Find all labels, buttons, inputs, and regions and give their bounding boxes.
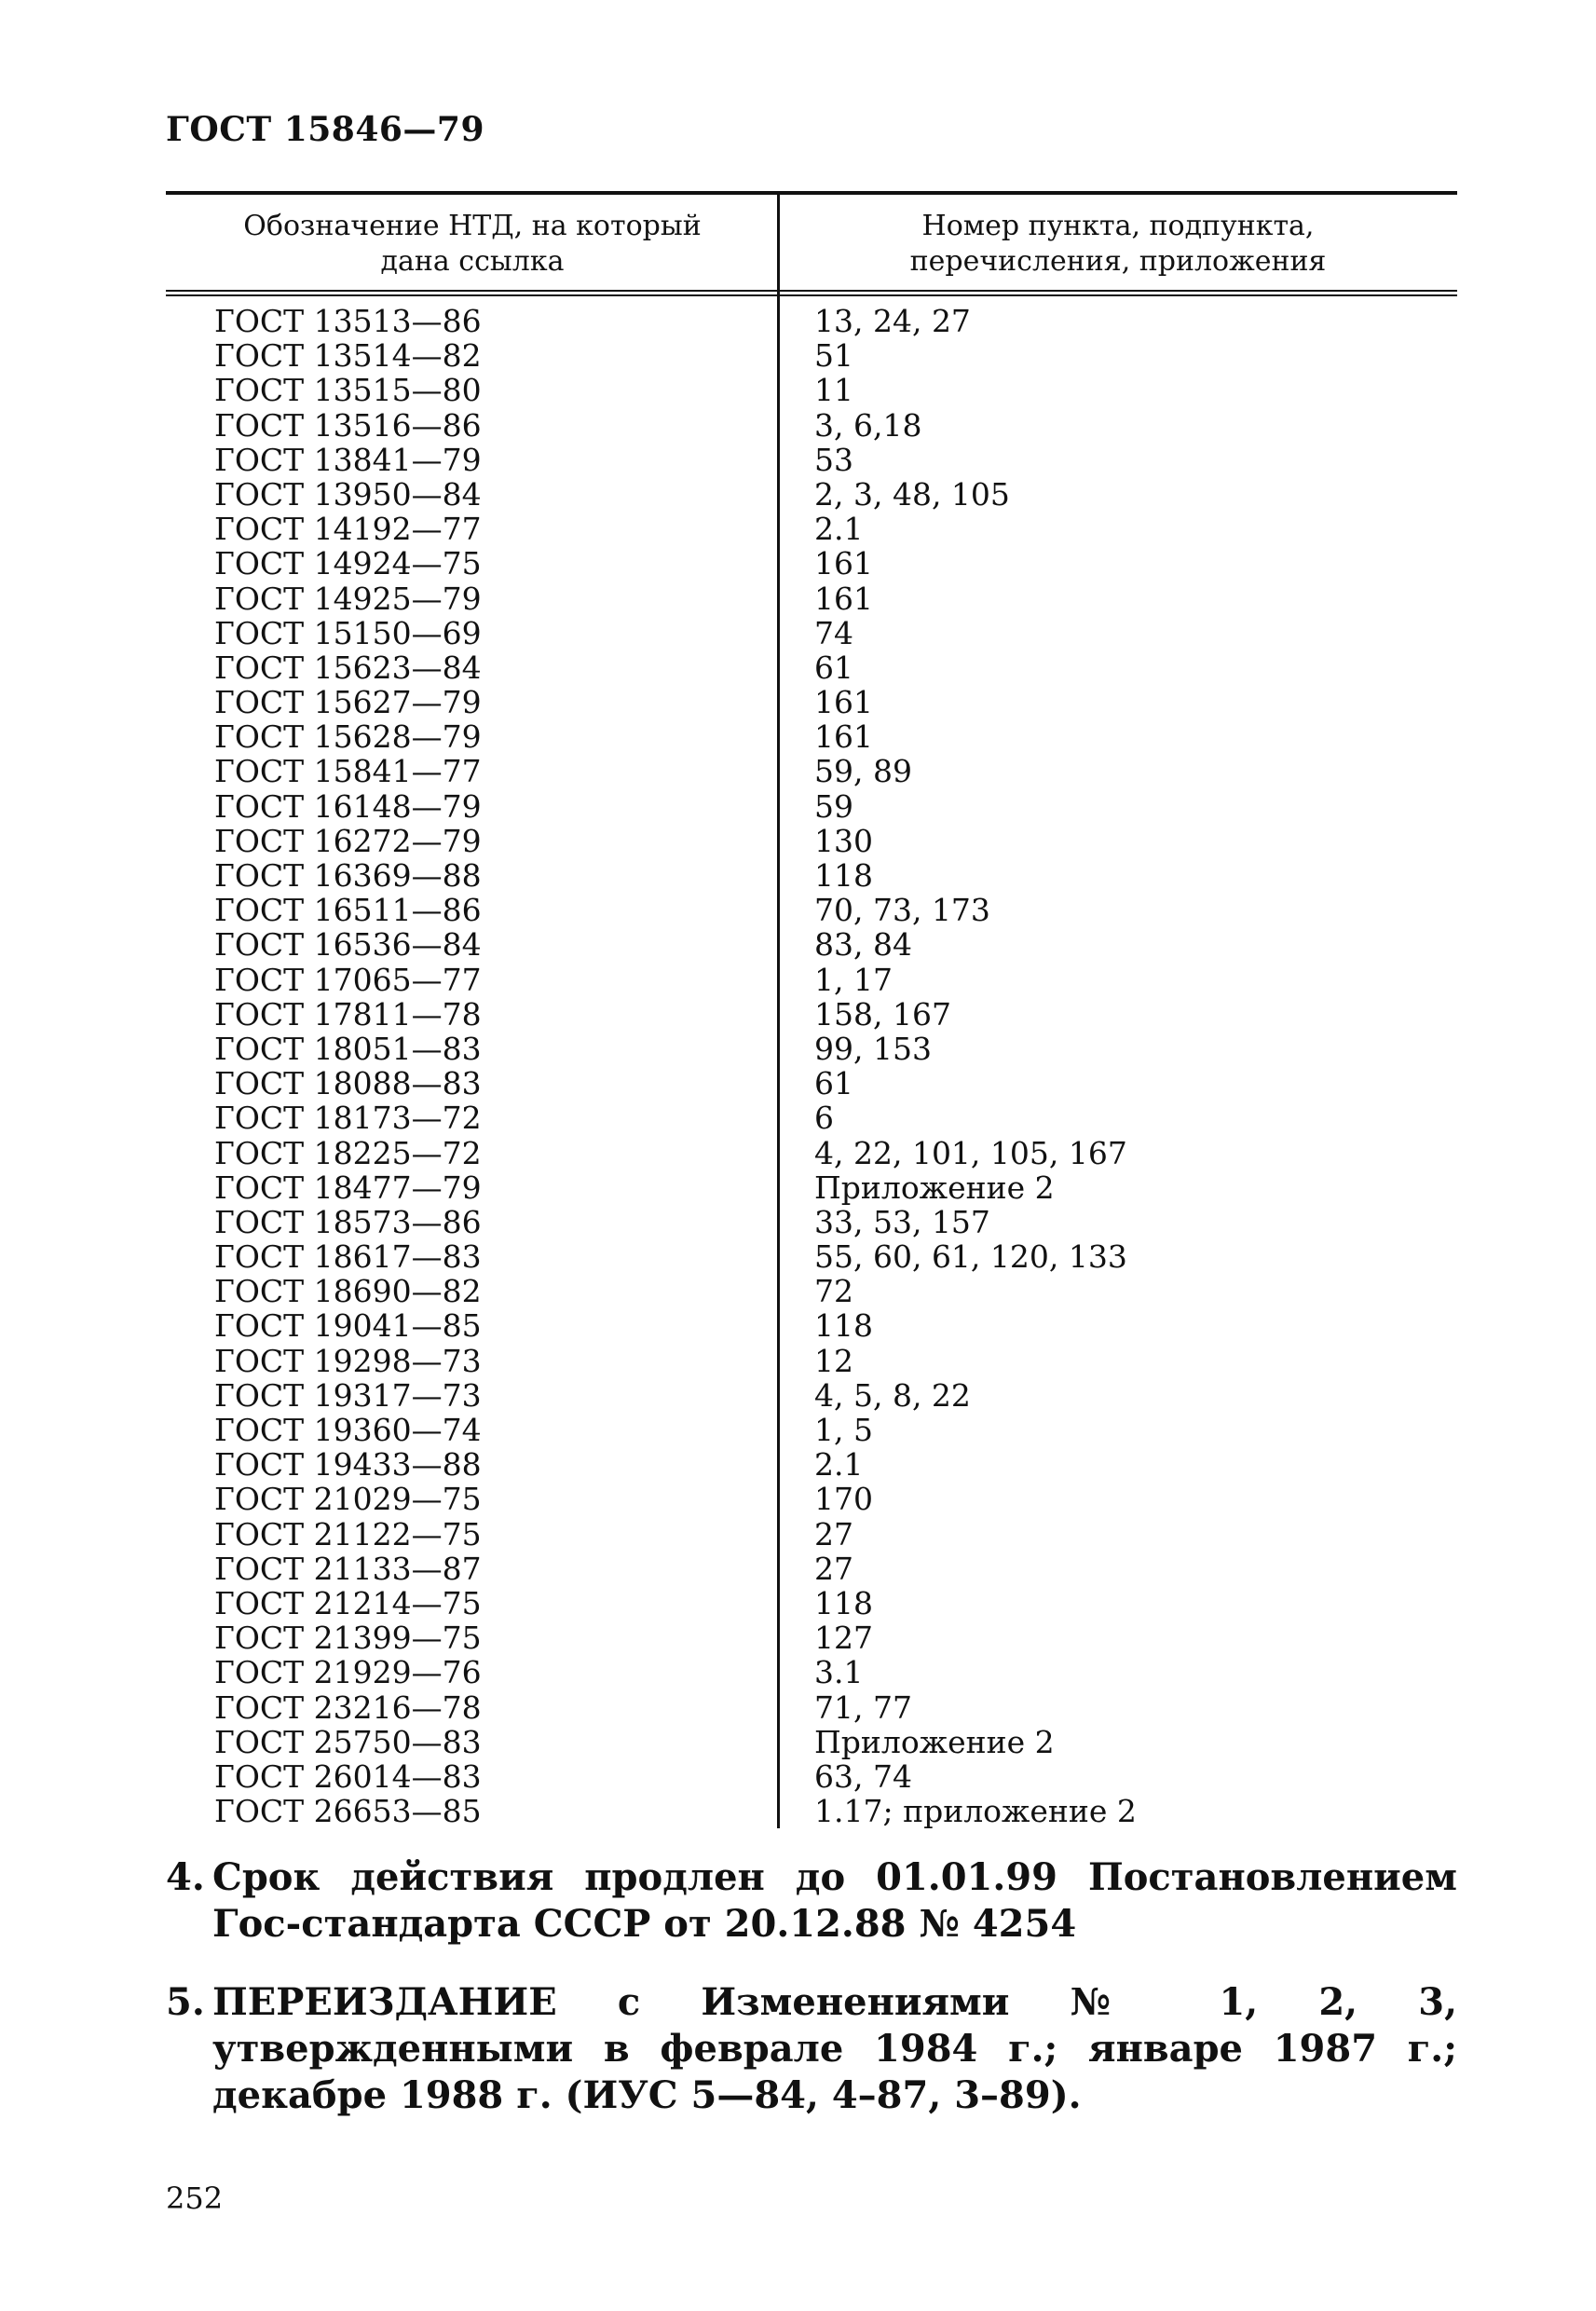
table-cell-document: ГОСТ 13515—80	[214, 372, 482, 409]
table-cell-clause: 161	[814, 580, 873, 617]
table-cell-document: ГОСТ 13516—86	[214, 406, 482, 444]
table-cell-clause: 72	[814, 1273, 853, 1310]
table-cell-document: ГОСТ 15150—69	[214, 614, 482, 651]
table-cell-clause: 53	[814, 441, 853, 478]
table-cell-document: ГОСТ 14192—77	[214, 511, 482, 548]
note-text: ПЕРЕИЗДАНИЕ с Изменениями № 1, 2, 3, утвержденными в феврале 1984 г.; январе 1987 г.; декабре 1988 г. (ИУС 5—84, 4–87, 3–89).	[212, 1980, 1457, 2117]
table-cell-document: ГОСТ 15623—84	[214, 649, 482, 686]
table-cell-document: ГОСТ 21399—75	[214, 1620, 482, 1657]
table-cell-document: ГОСТ 19433—88	[214, 1446, 482, 1484]
document-column	[166, 304, 779, 1828]
table-cell-document: ГОСТ 14925—79	[214, 580, 482, 617]
table-cell-clause: 59	[814, 787, 853, 825]
table-cell-document: ГОСТ 25750—83	[214, 1723, 482, 1760]
table-cell-clause: 51	[814, 337, 853, 375]
table-cell-clause: 161	[814, 545, 873, 582]
table-cell-clause: 2.1	[814, 511, 864, 548]
table-cell-document: ГОСТ 23216—78	[214, 1689, 482, 1726]
table-header-double-rule	[166, 290, 1457, 296]
table-cell-document: ГОСТ 15628—79	[214, 718, 482, 756]
table-cell-clause: 118	[814, 1307, 873, 1345]
table-cell-clause: 118	[814, 857, 873, 894]
table-cell-clause: 55, 60, 61, 120, 133	[814, 1238, 1127, 1276]
table-cell-clause: 99, 153	[814, 1030, 932, 1067]
column-divider	[777, 191, 780, 1828]
table-cell-clause: 27	[814, 1550, 853, 1587]
table-cell-clause: 127	[814, 1620, 873, 1657]
column-header-document-line-1: Обозначение НТД, на который	[243, 210, 702, 242]
table-cell-document: ГОСТ 16369—88	[214, 857, 482, 894]
table-cell-document: ГОСТ 17065—77	[214, 961, 482, 998]
table-cell-clause: 161	[814, 718, 873, 756]
table-cell-document: ГОСТ 17811—78	[214, 995, 482, 1032]
table-cell-clause: 1, 5	[814, 1412, 873, 1448]
column-header-clause	[779, 195, 1457, 290]
notes-section	[166, 1854, 1457, 2151]
table-cell-document: ГОСТ 13514—82	[214, 337, 482, 375]
column-header-clause-line-1: Номер пункта, подпункта,	[921, 210, 1315, 242]
table-cell-document: ГОСТ 18088—83	[214, 1065, 482, 1102]
table-cell-document: ГОСТ 21214—75	[214, 1584, 482, 1621]
table-cell-clause: 63, 74	[814, 1757, 912, 1795]
table-cell-clause: 33, 53, 157	[814, 1203, 990, 1240]
table-header	[166, 195, 1457, 290]
table-cell-clause: 11	[814, 372, 853, 409]
table-cell-clause: 170	[814, 1481, 873, 1518]
table-cell-document: ГОСТ 19317—73	[214, 1376, 482, 1414]
table-cell-clause: 61	[814, 649, 853, 686]
table-cell-document: ГОСТ 18173—72	[214, 1100, 482, 1137]
table-cell-clause: 27	[814, 1515, 853, 1552]
table-cell-clause: 1, 17	[814, 961, 893, 998]
table-cell-clause: 59, 89	[814, 753, 912, 790]
table-cell-document: ГОСТ 16536—84	[214, 926, 482, 964]
table-cell-document: ГОСТ 13513—86	[214, 303, 482, 339]
table-cell-clause: 61	[814, 1065, 853, 1102]
table-cell-document: ГОСТ 19298—73	[214, 1342, 482, 1379]
reference-table	[166, 191, 1457, 1828]
table-cell-clause: 2.1	[814, 1446, 864, 1484]
table-cell-document: ГОСТ 18690—82	[214, 1273, 482, 1310]
table-cell-document: ГОСТ 18477—79	[214, 1169, 482, 1206]
table-body	[166, 296, 1457, 1828]
table-cell-document: ГОСТ 16511—86	[214, 892, 482, 929]
table-cell-clause: 158, 167	[814, 995, 951, 1032]
table-cell-clause: 6	[814, 1100, 834, 1137]
table-cell-clause: 118	[814, 1584, 873, 1621]
table-cell-clause: 83, 84	[814, 926, 912, 964]
table-cell-document: ГОСТ 21929—76	[214, 1654, 482, 1691]
table-cell-clause: Приложение 2	[814, 1169, 1055, 1206]
column-header-clause-line-2: перечисления, приложения	[909, 245, 1327, 278]
table-cell-clause: 130	[814, 822, 873, 859]
table-cell-clause: 2, 3, 48, 105	[814, 475, 1010, 513]
table-cell-clause: 70, 73, 173	[814, 892, 990, 929]
clause-column	[779, 304, 1457, 1828]
note-item	[166, 1854, 1457, 1948]
table-cell-document: ГОСТ 21133—87	[214, 1550, 482, 1587]
note-item	[166, 1979, 1457, 2119]
note-number: 4.	[166, 1855, 205, 1899]
table-cell-clause: 71, 77	[814, 1689, 912, 1726]
table-cell-document: ГОСТ 19360—74	[214, 1412, 482, 1448]
table-cell-clause: 4, 5, 8, 22	[814, 1376, 971, 1414]
table-cell-document: ГОСТ 16272—79	[214, 822, 482, 859]
table-cell-clause: 3.1	[814, 1654, 864, 1691]
table-cell-document: ГОСТ 21122—75	[214, 1515, 482, 1552]
table-cell-document: ГОСТ 13950—84	[214, 475, 482, 513]
table-cell-document: ГОСТ 26653—85	[214, 1793, 482, 1830]
table-cell-clause: 1.17; приложение 2	[814, 1793, 1137, 1830]
table-cell-clause: 4, 22, 101, 105, 167	[814, 1134, 1127, 1171]
table-cell-document: ГОСТ 13841—79	[214, 441, 482, 478]
column-header-document-line-2: дана ссылка	[380, 245, 565, 278]
table-cell-clause: 12	[814, 1342, 853, 1379]
table-cell-document: ГОСТ 16148—79	[214, 787, 482, 825]
table-cell-document: ГОСТ 15627—79	[214, 684, 482, 721]
table-cell-document: ГОСТ 19041—85	[214, 1307, 482, 1345]
table-cell-document: ГОСТ 26014—83	[214, 1757, 482, 1795]
column-header-document	[166, 195, 779, 290]
page-number: 252	[166, 2181, 224, 2216]
table-cell-clause: 3, 6,18	[814, 406, 922, 444]
table-cell-document: ГОСТ 18051—83	[214, 1030, 482, 1067]
table-cell-document: ГОСТ 15841—77	[214, 753, 482, 790]
table-cell-clause: 74	[814, 614, 853, 651]
table-cell-clause: Приложение 2	[814, 1723, 1055, 1760]
page-title: ГОСТ 15846—79	[166, 110, 485, 149]
table-cell-document: ГОСТ 21029—75	[214, 1481, 482, 1518]
table-cell-document: ГОСТ 14924—75	[214, 545, 482, 582]
table-cell-clause: 13, 24, 27	[814, 303, 971, 339]
table-cell-clause: 161	[814, 684, 873, 721]
note-number: 5.	[166, 1980, 205, 2024]
table-cell-document: ГОСТ 18573—86	[214, 1203, 482, 1240]
table-cell-document: ГОСТ 18617—83	[214, 1238, 482, 1276]
note-text: Срок действия продлен до 01.01.99 Постановлением Гос-стандарта СССР от 20.12.88 № 4254	[212, 1855, 1457, 1946]
table-cell-document: ГОСТ 18225—72	[214, 1134, 482, 1171]
